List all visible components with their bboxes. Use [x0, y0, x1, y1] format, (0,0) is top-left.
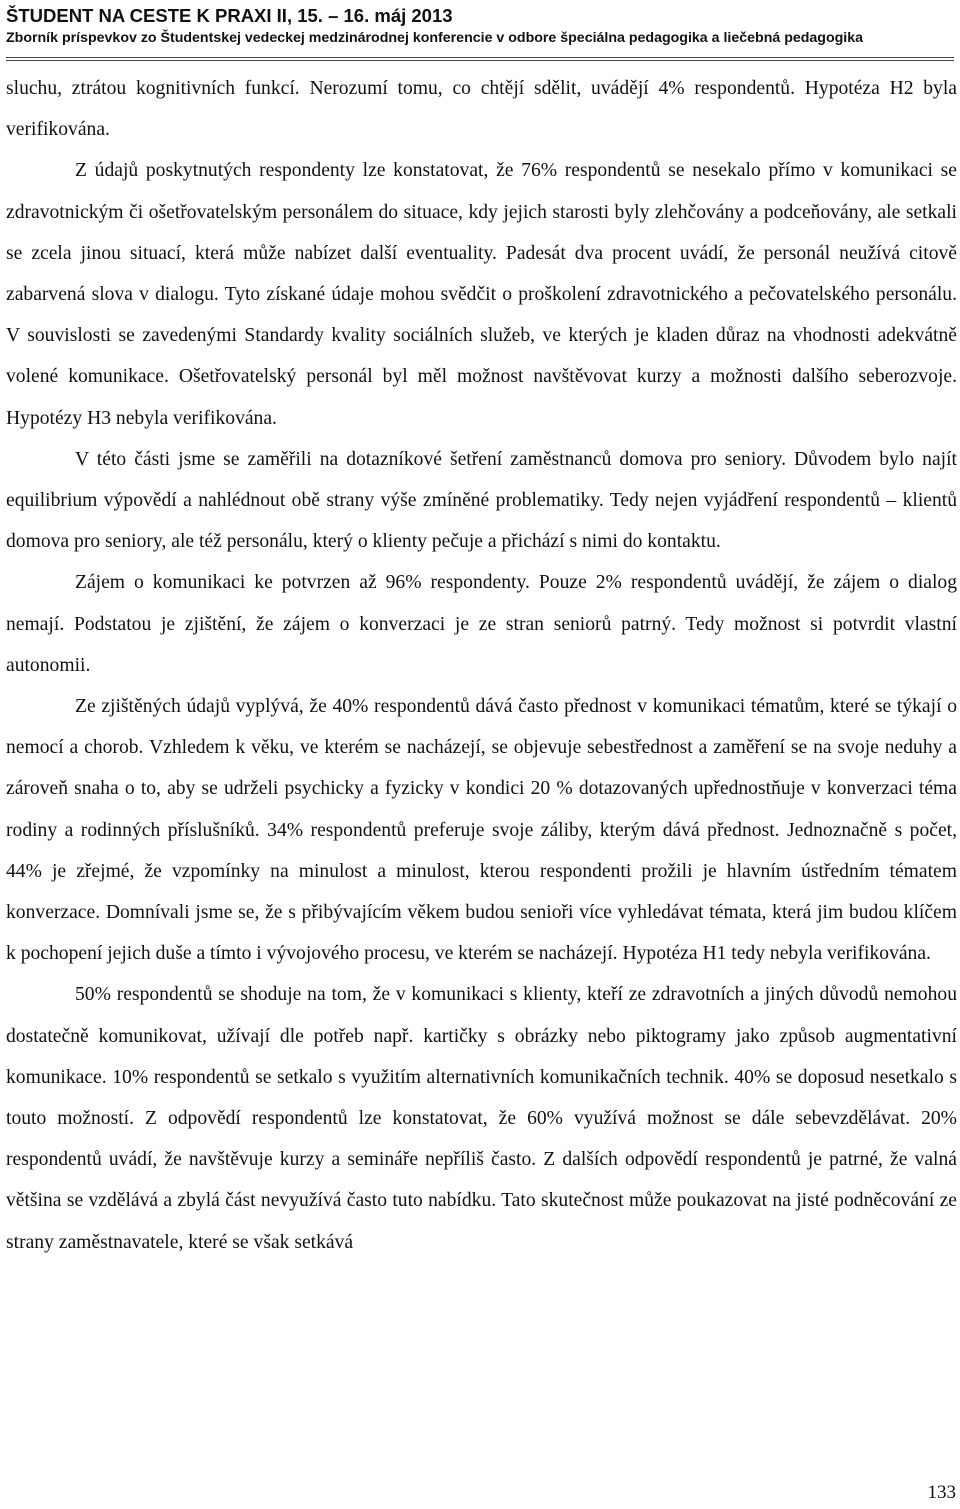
paragraph: Zájem o komunikaci ke potvrzen až 96% respondenty. Pouze 2% respondentů uvádějí, že zájem o dialog nemají. Podstatou je zjištění, že zájem o konverzaci je ze stran seniorů patrný. Tedy možnost si potvrdit vlastní autonomii. [6, 572, 957, 676]
page-number: 133 [927, 1482, 956, 1503]
header-rule [6, 57, 954, 61]
paragraph: Z údajů poskytnutých respondenty lze konstatovat, že 76% respondentů se nesekalo přímo v komunikaci se zdravotnickým či ošetřovatelským personálem do situace, kdy jejich starosti byly zlehčovány a podceňovány, ale setkali se zcela jinou situací, která může nabízet další eventuality. Padesát dva procent uvádí, že personál neužívá citově zabarvená slova v dialogu. Tyto získané údaje mohou svědčit o proškolení zdravotnického a pečovatelského personálu. V souvislosti se zavedenými Standardy kvality sociálních služeb, ve kterých je kladen důraz na vhodnosti adekvátně volené komunikace. Ošetřovatelský personál byl měl možnost navštěvovat kurzy a možnosti dalšího seberozvoje. Hypotézy H3 nebyla verifikována. [6, 160, 957, 429]
running-header [6, 4, 954, 48]
conference-title: ŠTUDENT NA CESTE K PRAXI II, 15. – 16. máj 2013 [6, 5, 453, 26]
body-text [6, 68, 957, 1263]
proceedings-subtitle: Zborník príspevkov zo Študentskej vedeckej medzinárodnej konferencie v odbore špeciálna pedagogika a liečebná pedagogika [6, 30, 864, 46]
paragraph: V této části jsme se zaměřili na dotazníkové šetření zaměstnanců domova pro seniory. Důvodem bylo najít equilibrium výpovědí a nahlédnout obě strany výše zmíněné problematiky. Tedy nejen vyjádření respondentů – klientů domova pro seniory, ale též personálu, který o klienty pečuje a přichází s nimi do kontaktu. [6, 448, 957, 553]
paragraph-continuation: sluchu, ztrátou kognitivních funkcí. Nerozumí tomu, co chtějí sdělit, uvádějí 4% respondentů. Hypotéza H2 byla verifikována. [6, 78, 957, 141]
paragraph: 50% respondentů se shoduje na tom, že v komunikaci s klienty, kteří ze zdravotních a jiných důvodů nemohou dostatečně komunikovat, užívají dle potřeb např. kartičky s obrázky nebo piktogramy jako způsob augmentativní komunikace. 10% respondentů se setkalo s využitím alternativních komunikačních technik. 40% se doposud nesetkalo s touto možností. Z odpovědí respondentů lze konstatovat, že 60% využívá možnost se dále sebevzdělávat. 20% respondentů uvádí, že navštěvuje kurzy a semináře nepříliš často. Z dalších odpovědí respondentů je patrné, že valná většina se vzdělává a zbylá část nevyužívá často tuto nabídku. Tato skutečnost může poukazovat na jisté podněcování ze strany zaměstnavatele, které se však setkává [6, 984, 957, 1253]
paragraph: Ze zjištěných údajů vyplývá, že 40% respondentů dává často přednost v komunikaci tématům, které se týkají o nemocí a chorob. Vzhledem k věku, ve kterém se nacházejí, se objevuje sebestřednost a zaměření se na svoje neduhy a zároveň snaha o to, aby se udrželi psychicky a fyzicky v kondici 20 % dotazovaných upřednostňuje v konverzaci téma rodiny a rodinných příslušníků. 34% respondentů preferuje svoje záliby, kterým dává přednost. Jednoznačně s počet, 44% je zřejmé, že vzpomínky na minulost a minulost, kterou respondenti prožili je hlavním ústředním tématem konverzace. Domnívali jsme se, že s přibývajícím věkem budou senioři více vyhledávat témata, která jim budou klíčem k pochopení jejich duše a tímto i vývojového procesu, ve kterém se nacházejí. Hypotéza H1 tedy nebyla verifikována. [6, 696, 957, 965]
